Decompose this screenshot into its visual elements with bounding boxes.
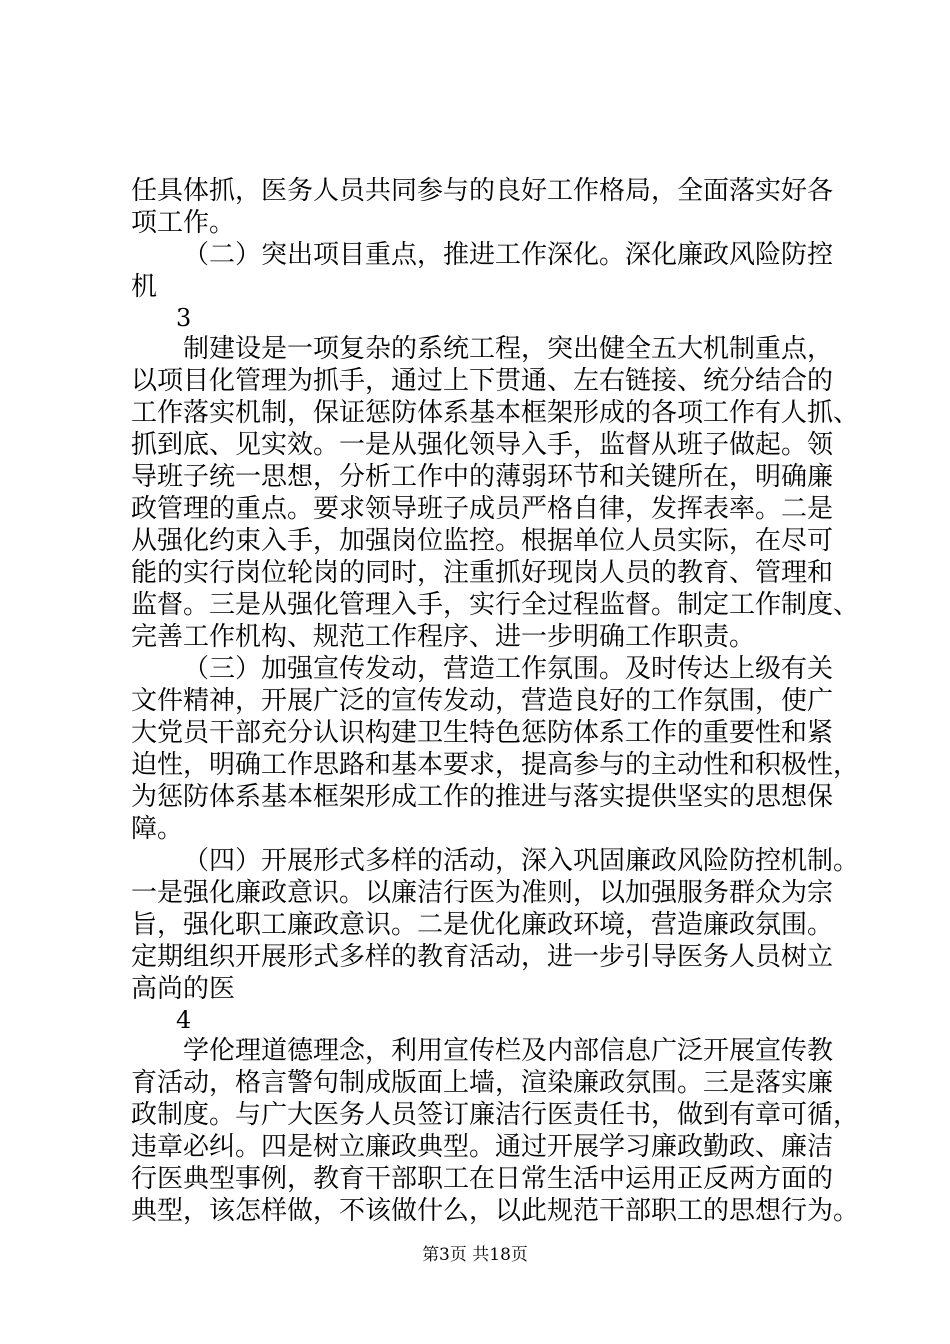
page-footer: 第3页 共18页	[422, 1245, 528, 1265]
text-line: 机	[131, 272, 158, 302]
text-line: 文件精神，开展广泛的宣传发动，营造良好的工作氛围，使广	[131, 686, 834, 716]
text-line: 行医典型事例，教育干部职工在日常生活中运用正反两方面的	[131, 1164, 834, 1194]
text-line: 旨，强化职工廉政意识。二是优化廉政环境，营造廉政氛围。	[131, 910, 834, 940]
paragraph-heading-line: （三）加强宣传发动，营造工作氛围。及时传达上级有关	[183, 654, 834, 684]
text-line: 学伦理道德理念，利用宣传栏及内部信息广泛开展宣传教	[183, 1036, 834, 1066]
text-line: 大党员干部充分认识构建卫生特色惩防体系工作的重要性和紧	[131, 718, 834, 748]
text-line: 政制度。与广大医务人员签订廉洁行医责任书，做到有章可循，	[131, 1100, 860, 1130]
text-line: 迫性，明确工作思路和基本要求，提高参与的主动性和积极性，	[131, 750, 860, 780]
text-line: 以项目化管理为抓手，通过上下贯通、左右链接、统分结合的	[131, 366, 834, 396]
paragraph-heading-line: （四）开展形式多样的活动，深入巩固廉政风险防控机制。	[183, 846, 860, 876]
page-marker: 4	[176, 1006, 192, 1034]
text-line: 从强化约束入手，加强岗位监控。根据单位人员实际，在尽可	[131, 526, 834, 556]
text-line: 障。	[131, 814, 184, 844]
text-line: 定期组织开展形式多样的教育活动，进一步引导医务人员树立	[131, 942, 834, 972]
text-line: 一是强化廉政意识。以廉洁行医为准则，以加强服务群众为宗	[131, 878, 834, 908]
text-line: 能的实行岗位轮岗的同时，注重抓好现岗人员的教育、管理和	[131, 558, 834, 588]
text-line: 导班子统一思想，分析工作中的薄弱环节和关键所在，明确廉	[131, 462, 834, 492]
text-line: 为惩防体系基本框架形成工作的推进与落实提供坚实的思想保	[131, 782, 834, 812]
text-line: 抓到底、见实效。一是从强化领导入手，监督从班子做起。领	[131, 430, 834, 460]
text-line: 违章必纠。四是树立廉政典型。通过开展学习廉政勤政、廉洁	[131, 1132, 834, 1162]
text-line: 育活动，格言警句制成版面上墙，渲染廉政氛围。三是落实廉	[131, 1068, 834, 1098]
page-marker: 3	[176, 304, 192, 332]
text-line: 工作落实机制，保证惩防体系基本框架形成的各项工作有人抓、	[131, 398, 860, 428]
text-line: 监督。三是从强化管理入手，实行全过程监督。制定工作制度、	[131, 590, 860, 620]
text-line: 典型，该怎样做，不该做什么，以此规范干部职工的思想行为。	[131, 1196, 860, 1226]
text-line: 政管理的重点。要求领导班子成员严格自律，发挥表率。二是	[131, 494, 834, 524]
text-line: 制建设是一项复杂的系统工程，突出健全五大机制重点，	[183, 334, 834, 364]
text-line: 任具体抓，医务人员共同参与的良好工作格局，全面落实好各	[131, 176, 834, 206]
text-line: 项工作。	[131, 208, 236, 238]
text-line: 完善工作机构、规范工作程序、进一步明确工作职责。	[131, 622, 756, 652]
paragraph-heading-line: （二）突出项目重点，推进工作深化。深化廉政风险防控	[183, 240, 834, 270]
text-line: 高尚的医	[131, 974, 236, 1004]
